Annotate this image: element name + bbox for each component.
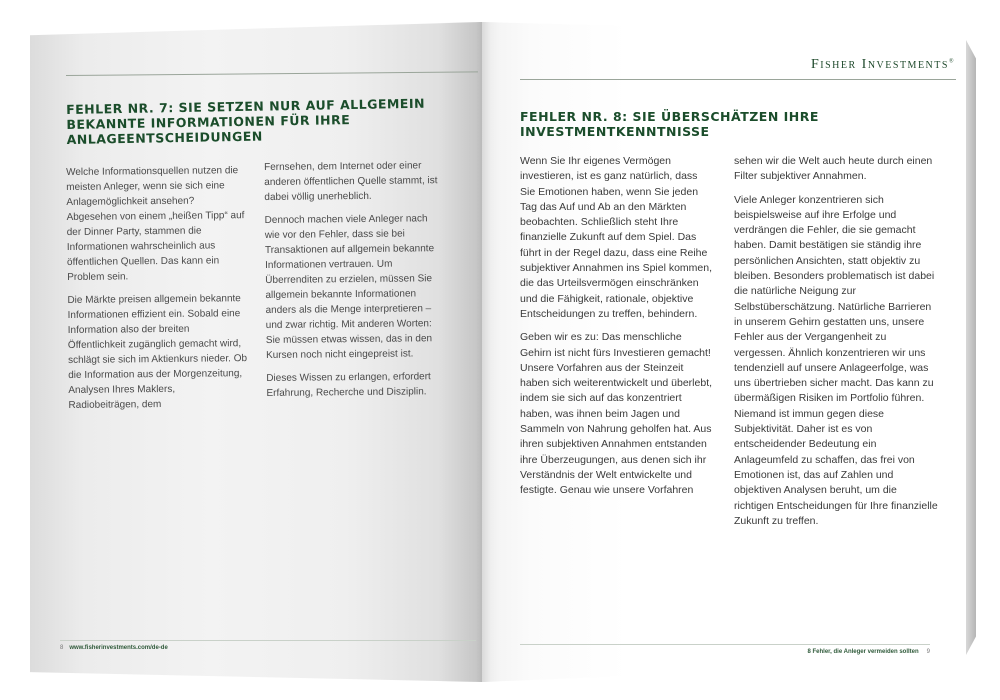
right-footer-rule	[520, 644, 930, 645]
paragraph: Wenn Sie Ihr eigenes Vermögen investieren, ist es ganz natürlich, dass Sie Emotionen haben, wenn Sie jeden Tag das Auf und Ab an den Märkten beobachten. Schließlich steht Ihre finanzielle Zukunft auf dem Spiel. Das führt in der Regel dazu, dass eine Reihe subjektiver Annahmen ins Spiel kommen, die das Urteilsvermögen einschränken und die Fähigkeit, rationale, objektive Entscheidungen zu treffen, behindern.	[520, 155, 713, 320]
right-column-2	[734, 154, 939, 537]
paragraph: Geben wir es zu: Das menschliche Gehirn ist nicht fürs Investieren gemacht! Unsere Vorfahren aus der Steinzeit haben sich weiterentwickelt und überlebt, indem sie sich auf das konzentriert haben, was ihnen beim Jagen und Sammeln von Nahrung geholfen hat. Aus ihren subjektiven Annahmen entstanden ihre Überzeugungen, aus denen sich ihr Verständnis der Welt entwickelte und festigte. Genau wie unsere Vorfahren	[520, 331, 713, 497]
paragraph: Welche Informationsquellen nutzen die meisten Anleger, wenn sie sich eine Anlagemöglichkeit ansehen? Abgesehen von einem „heißen Tipp“ auf der Dinner Party, stammen die Informationen wahrscheinlich aus öffentlichen Quellen. Das kann ein Problem sein.	[66, 165, 245, 283]
left-page-number: 8	[60, 645, 64, 651]
left-footer-rule	[60, 640, 476, 641]
right-column-1	[520, 154, 715, 507]
footer-url[interactable]: www.fisherinvestments.com/de-de	[69, 645, 168, 651]
right-header-rule	[520, 79, 956, 80]
page-edge-stack	[966, 40, 976, 655]
paragraph: Dennoch machen viele Anleger nach wie vor den Fehler, dass sie bei Transaktionen auf allgemein bekannte Informationen vertrauen. Um Überrenditen zu erzielen, müssen Sie allgemein bekannte Informationen anders als die Menge interpretieren – und zwar richtig. Mit anderen Worten: Sie müssen etwas wissen, das in den Kursen noch nicht eingepreist ist.	[264, 213, 435, 361]
paragraph: sehen wir die Welt auch heute durch einen Filter subjektiver Annahmen.	[734, 155, 933, 183]
paragraph: Dieses Wissen zu erlangen, erfordert Erfahrung, Recherche und Disziplin.	[266, 371, 431, 399]
left-footer	[60, 645, 168, 651]
right-heading: FEHLER NR. 8: SIE ÜBERSCHÄTZEN IHRE INVESTMENTKENNTNISSE	[520, 109, 819, 139]
brand-logo	[811, 57, 955, 73]
left-heading: FEHLER NR. 7: SIE SETZEN NUR AUF ALLGEMEIN BEKANNTE INFORMATIONEN FÜR IHRE ANLAGEENTSCHEIDUNGEN	[66, 95, 426, 147]
brand-name: Fisher Investments	[810, 57, 949, 72]
paragraph: Die Märkte preisen allgemein bekannte Informationen effizient ein. Sobald eine Information also der breiten Öffentlichkeit zugänglich gemacht wird, schlägt sie sich im Aktienkurs nieder. Ob die Information aus der Morgenzeitung, Analysen Ihres Maklers, Radiobeiträgen, dem	[67, 293, 248, 411]
spine-shadow	[440, 22, 500, 682]
brand-registered-mark: ®	[948, 58, 955, 65]
left-column-2	[264, 158, 447, 409]
paragraph: Fernsehen, dem Internet oder einer anderen öffentlichen Quelle stammt, ist dabei völlig unerheblich.	[264, 160, 438, 203]
footer-title: 8 Fehler, die Anleger vermeiden sollten	[807, 649, 919, 655]
paragraph: Viele Anleger konzentrieren sich beispielsweise auf ihre Erfolge und verdrängen die Fehler, die sie gemacht haben. Damit bestätigen sie ständig ihre persönlichen Ansichten, statt objektiv zu bleiben. Besonders problematisch ist dabei die natürliche Neigung zur Selbstüberschätzung. Natürliche Barrieren in unserem Gehirn gestatten uns, unsere Fehler aus der Vergangenheit zu vergessen. Ähnlich konzentrieren wir uns tendenziell auf unsere Anlageerfolge, was uns übertrieben sicher macht. Das kann zu übermäßigen Risiken im Portfolio führen. Niemand ist immun gegen diese Subjektivität. Daher ist es von entscheidender Bedeutung ein Anlageumfeld zu schaffen, das frei von Emotionen ist, das auf Zahlen und objektiven Analysen beruht, um die richtigen Entscheidungen für Ihre finanzielle Zukunft zu treffen.	[734, 193, 938, 527]
left-column-1	[66, 163, 249, 421]
right-page-number: 9	[926, 649, 930, 655]
right-footer	[808, 649, 931, 655]
